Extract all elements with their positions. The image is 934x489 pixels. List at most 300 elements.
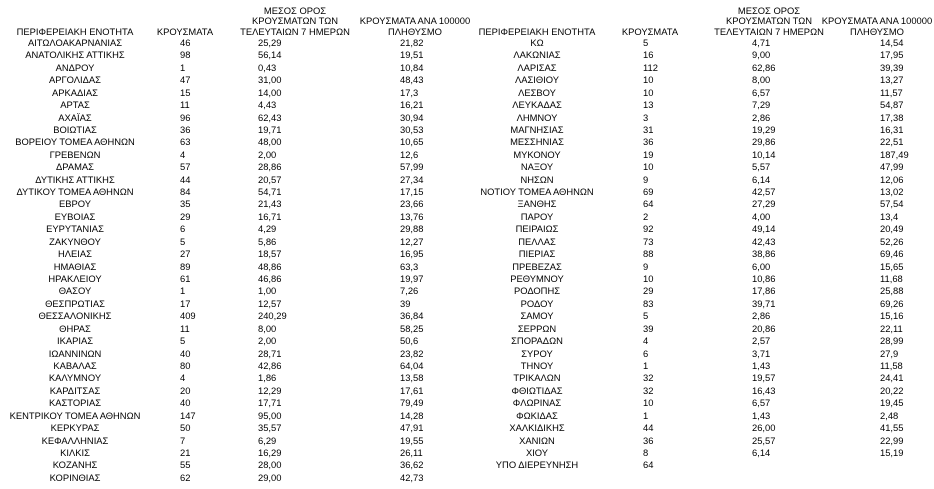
region-cell: ΒΟΙΩΤΙΑΣ <box>53 123 97 135</box>
region-cell: ΝΗΣΩΝ <box>520 173 554 185</box>
table-row <box>0 62 472 74</box>
cases-cell: 112 <box>643 61 658 73</box>
header-per100k: ΚΡΟΥΣΜΑΤΑ ΑΝΑ 100000 ΠΛΗΘΥΣΜΟ <box>821 15 933 37</box>
region-cell: ΞΑΝΘΗΣ <box>517 198 557 210</box>
avg7-cell: 5,86 <box>258 235 277 247</box>
table-row <box>472 49 934 61</box>
table-row <box>472 112 934 124</box>
region-cell: ΧΑΝΙΩΝ <box>519 434 555 446</box>
right-table-body <box>472 37 934 472</box>
per100k-cell: 23,66 <box>400 198 424 210</box>
region-cell: ΦΛΩΡΙΝΑΣ <box>512 397 562 409</box>
per100k-cell: 16,95 <box>400 248 424 260</box>
table-row <box>0 372 472 384</box>
cases-cell: 9 <box>643 173 649 185</box>
per100k-cell: 57,99 <box>400 161 424 173</box>
cases-cell: 16 <box>643 49 654 61</box>
region-cell: ΧΑΛΚΙΔΙΚΗΣ <box>509 422 565 434</box>
table-row <box>472 261 934 273</box>
region-cell: ΡΟΔΟΥ <box>520 297 554 309</box>
table-row <box>472 372 934 384</box>
cases-cell: 73 <box>643 235 654 247</box>
header-region: ΠΕΡΙΦΕΡΕΙΑΚΗ ΕΝΟΤΗΤΑ <box>16 25 134 37</box>
cases-cell: 147 <box>180 409 196 421</box>
avg7-cell: 18,57 <box>258 248 282 260</box>
cases-cell: 17 <box>180 297 191 309</box>
cases-cell: 47 <box>180 74 191 86</box>
avg7-cell: 42,57 <box>752 186 776 198</box>
per100k-cell: 17,38 <box>880 111 904 123</box>
per100k-cell: 2,48 <box>880 409 899 421</box>
region-cell: ΛΕΥΚΑΔΑΣ <box>512 99 562 111</box>
table-row <box>0 360 472 372</box>
cases-cell: 10 <box>643 273 654 285</box>
avg7-cell: 6,14 <box>752 173 771 185</box>
cases-cell: 35 <box>180 198 191 210</box>
per100k-cell: 19,97 <box>400 273 424 285</box>
avg7-cell: 20,57 <box>258 173 282 185</box>
avg7-cell: 6,29 <box>258 434 277 446</box>
avg7-cell: 2,00 <box>258 148 277 160</box>
table-row <box>472 360 934 372</box>
region-cell: ΦΩΚΙΔΑΣ <box>516 409 558 421</box>
avg7-cell: 2,57 <box>752 335 771 347</box>
table-row <box>472 397 934 409</box>
region-cell: ΤΗΝΟΥ <box>520 359 554 371</box>
cases-cell: 98 <box>180 49 191 61</box>
avg7-cell: 28,86 <box>258 161 282 173</box>
region-cell: ΤΡΙΚΑΛΩΝ <box>513 372 561 384</box>
region-cell: ΠΙΕΡΙΑΣ <box>518 248 556 260</box>
table-row <box>472 285 934 297</box>
cases-cell: 10 <box>643 86 654 98</box>
avg7-cell: 19,29 <box>752 123 776 135</box>
region-cell: ΜΑΓΝΗΣΙΑΣ <box>510 123 564 135</box>
per100k-cell: 41,55 <box>880 422 904 434</box>
avg7-cell: 29,00 <box>258 471 282 483</box>
table-row <box>0 435 472 447</box>
cases-cell: 55 <box>180 459 191 471</box>
avg7-cell: 42,86 <box>258 359 282 371</box>
region-cell: ΣΠΟΡΑΔΩΝ <box>511 335 563 347</box>
per100k-cell: 52,26 <box>880 235 904 247</box>
region-cell: ΠΑΡΟΥ <box>520 210 554 222</box>
table-row <box>0 410 472 422</box>
per100k-cell: 24,41 <box>880 372 904 384</box>
avg7-cell: 6,57 <box>752 397 771 409</box>
cases-cell: 69 <box>643 186 654 198</box>
cases-cell: 46 <box>180 37 191 48</box>
cases-cell: 89 <box>180 260 191 272</box>
cases-cell: 6 <box>180 223 186 235</box>
per100k-cell: 28,99 <box>880 335 904 347</box>
table-row <box>472 223 934 235</box>
avg7-cell: 0,43 <box>258 61 277 73</box>
per100k-cell: 15,16 <box>880 310 904 322</box>
table-row <box>0 124 472 136</box>
table-row <box>0 285 472 297</box>
per100k-cell: 16,21 <box>400 99 424 111</box>
table-row <box>472 459 934 471</box>
avg7-cell: 1,43 <box>752 409 771 421</box>
cases-cell: 36 <box>180 123 191 135</box>
per100k-cell: 187,49 <box>880 148 909 160</box>
region-cell: ΑΡΚΑΔΙΑΣ <box>52 86 98 98</box>
region-cell: ΚΟΡΙΝΘΙΑΣ <box>49 471 101 483</box>
cases-cell: 8 <box>643 446 649 458</box>
per100k-cell: 13,76 <box>400 210 424 222</box>
avg7-cell: 16,29 <box>258 446 282 458</box>
avg7-cell: 28,00 <box>258 459 282 471</box>
avg7-cell: 1,43 <box>752 359 771 371</box>
table-row <box>472 273 934 285</box>
avg7-cell: 4,29 <box>258 223 277 235</box>
region-cell: ΚΑΛΥΜΝΟΥ <box>48 372 102 384</box>
per100k-cell: 14,54 <box>880 37 904 48</box>
region-cell: ΗΜΑΘΙΑΣ <box>53 260 97 272</box>
region-cell: ΔΥΤΙΚΗΣ ΑΤΤΙΚΗΣ <box>35 173 115 185</box>
region-cell: ΡΟΔΟΠΗΣ <box>513 285 561 297</box>
per100k-cell: 13,02 <box>880 186 904 198</box>
region-cell: ΚΙΛΚΙΣ <box>60 446 90 458</box>
avg7-cell: 62,43 <box>258 111 282 123</box>
per100k-cell: 42,73 <box>400 471 424 483</box>
cases-cell: 36 <box>643 434 654 446</box>
cases-cell: 40 <box>180 347 191 359</box>
per100k-cell: 48,43 <box>400 74 424 86</box>
region-cell: ΠΕΙΡΑΙΩΣ <box>515 223 559 235</box>
region-cell: ΛΑΚΩΝΙΑΣ <box>513 49 561 61</box>
table-row <box>0 236 472 248</box>
table-row <box>0 136 472 148</box>
avg7-cell: 62,86 <box>752 61 776 73</box>
table-row <box>0 323 472 335</box>
cases-cell: 64 <box>643 198 654 210</box>
per100k-cell: 11,58 <box>880 359 903 371</box>
table-row <box>472 186 934 198</box>
header-cases: ΚΡΟΥΣΜΑΤΑ <box>156 25 214 37</box>
region-cell: ΑΡΓΟΛΙΔΑΣ <box>49 74 101 86</box>
per100k-cell: 69,26 <box>880 297 904 309</box>
cases-cell: 10 <box>643 74 654 86</box>
table-row <box>0 74 472 86</box>
table-row <box>472 323 934 335</box>
region-cell: ΦΘΙΩΤΙΔΑΣ <box>511 384 563 396</box>
avg7-cell: 10,86 <box>752 273 776 285</box>
per100k-cell: 69,46 <box>880 248 904 260</box>
table-row <box>472 385 934 397</box>
avg7-cell: 48,86 <box>258 260 282 272</box>
per100k-cell: 17,61 <box>400 384 424 396</box>
region-cell: ΝΟΤΙΟΥ ΤΟΜΕΑ ΑΘΗΝΩΝ <box>480 186 594 198</box>
table-row <box>0 261 472 273</box>
per100k-cell: 47,99 <box>880 161 904 173</box>
per100k-cell: 36,62 <box>400 459 424 471</box>
table-row <box>0 335 472 347</box>
cases-cell: 36 <box>643 136 654 148</box>
table-row <box>472 136 934 148</box>
table-row <box>472 62 934 74</box>
per100k-cell: 22,99 <box>880 434 904 446</box>
per100k-cell: 19,45 <box>880 397 904 409</box>
right-table <box>472 0 934 472</box>
table-row <box>0 422 472 434</box>
per100k-cell: 7,26 <box>400 285 419 297</box>
avg7-cell: 6,00 <box>752 260 771 272</box>
table-row <box>0 112 472 124</box>
table-row <box>0 310 472 322</box>
region-cell: ΘΕΣΠΡΩΤΙΑΣ <box>45 297 105 309</box>
per100k-cell: 19,55 <box>400 434 424 446</box>
region-cell: ΕΥΡΥΤΑΝΙΑΣ <box>46 223 104 235</box>
per100k-cell: 16,31 <box>880 123 904 135</box>
cases-cell: 62 <box>180 471 191 483</box>
region-cell: ΘΗΡΑΣ <box>59 322 91 334</box>
avg7-cell: 19,57 <box>752 372 776 384</box>
region-cell: ΚΕΦΑΛΛΗΝΙΑΣ <box>41 434 109 446</box>
per100k-cell: 23,82 <box>400 347 424 359</box>
cases-cell: 50 <box>180 422 191 434</box>
per100k-cell: 30,94 <box>400 111 424 123</box>
table-row <box>472 422 934 434</box>
per100k-cell: 20,49 <box>880 223 904 235</box>
avg7-cell: 10,14 <box>752 148 776 160</box>
cases-cell: 10 <box>643 161 654 173</box>
avg7-cell: 4,71 <box>752 37 771 48</box>
table-row <box>0 211 472 223</box>
per100k-cell: 10,84 <box>400 61 424 73</box>
avg7-cell: 4,43 <box>258 99 277 111</box>
table-row <box>0 174 472 186</box>
avg7-cell: 12,29 <box>258 384 282 396</box>
cases-cell: 83 <box>643 297 654 309</box>
table-row <box>0 273 472 285</box>
avg7-cell: 4,00 <box>752 210 771 222</box>
table-row <box>472 149 934 161</box>
avg7-cell: 19,71 <box>258 123 282 135</box>
cases-cell: 27 <box>180 248 191 260</box>
table-row <box>0 447 472 459</box>
cases-cell: 64 <box>643 459 654 471</box>
cases-cell: 11 <box>180 99 190 111</box>
region-cell: ΠΡΕΒΕΖΑΣ <box>512 260 562 272</box>
table-row <box>472 87 934 99</box>
cases-cell: 40 <box>180 397 191 409</box>
per100k-cell: 39,39 <box>880 61 904 73</box>
avg7-cell: 25,57 <box>752 434 776 446</box>
region-cell: ΑΡΤΑΣ <box>60 99 90 111</box>
cases-cell: 32 <box>643 384 654 396</box>
avg7-cell: 27,29 <box>752 198 776 210</box>
cases-cell: 3 <box>643 111 649 123</box>
avg7-cell: 48,00 <box>258 136 282 148</box>
table-row <box>472 211 934 223</box>
right-table-header <box>472 0 934 37</box>
region-cell: ΔΡΑΜΑΣ <box>56 161 94 173</box>
per100k-cell: 17,3 <box>400 86 419 98</box>
avg7-cell: 12,57 <box>258 297 282 309</box>
avg7-cell: 42,43 <box>752 235 776 247</box>
avg7-cell: 8,00 <box>752 74 771 86</box>
table-row <box>0 459 472 471</box>
per100k-cell: 54,87 <box>880 99 904 111</box>
table-row <box>472 99 934 111</box>
avg7-cell: 35,57 <box>258 422 282 434</box>
cases-cell: 84 <box>180 186 191 198</box>
cases-cell: 20 <box>180 384 191 396</box>
header-avg7: ΜΕΣΟΣ ΟΡΟΣ ΚΡΟΥΣΜΑΤΩΝ ΤΩΝ ΤΕΛΕΥΤΑΙΩΝ 7 ΗΜΕΡΩΝ <box>240 4 350 37</box>
cases-cell: 57 <box>180 161 191 173</box>
avg7-cell: 26,00 <box>752 422 776 434</box>
avg7-cell: 240,29 <box>258 310 287 322</box>
cases-cell: 63 <box>180 136 191 148</box>
per100k-cell: 30,53 <box>400 123 424 135</box>
left-table-header <box>0 0 472 37</box>
table-row <box>472 435 934 447</box>
table-row <box>472 298 934 310</box>
per100k-cell: 11,57 <box>880 86 903 98</box>
avg7-cell: 21,43 <box>258 198 282 210</box>
table-row <box>472 161 934 173</box>
per100k-cell: 17,95 <box>880 49 904 61</box>
per100k-cell: 12,06 <box>880 173 904 185</box>
per100k-cell: 26,11 <box>400 446 423 458</box>
cases-cell: 7 <box>180 434 186 446</box>
cases-cell: 29 <box>643 285 654 297</box>
per100k-cell: 12,6 <box>400 148 419 160</box>
table-row <box>0 149 472 161</box>
avg7-cell: 5,57 <box>752 161 771 173</box>
cases-cell: 6 <box>643 347 649 359</box>
per100k-cell: 13,4 <box>880 210 899 222</box>
cases-cell: 61 <box>180 273 191 285</box>
cases-cell: 2 <box>643 210 649 222</box>
table-row <box>472 124 934 136</box>
table-row <box>0 161 472 173</box>
avg7-cell: 14,00 <box>258 86 282 98</box>
avg7-cell: 49,14 <box>752 223 776 235</box>
region-cell: ΑΙΤΩΛΟΑΚΑΡΝΑΝΙΑΣ <box>27 37 123 48</box>
avg7-cell: 56,14 <box>258 49 282 61</box>
region-cell: ΝΑΞΟΥ <box>520 161 554 173</box>
region-cell: ΓΡΕΒΕΝΩΝ <box>49 148 101 160</box>
region-cell: ΒΟΡΕΙΟΥ ΤΟΜΕΑ ΑΘΗΝΩΝ <box>15 136 135 148</box>
per100k-cell: 25,88 <box>880 285 904 297</box>
table-row <box>472 310 934 322</box>
table-row <box>0 248 472 260</box>
region-cell: ΘΕΣΣΑΛΟΝΙΚΗΣ <box>38 310 112 322</box>
per100k-cell: 64,04 <box>400 359 424 371</box>
cases-cell: 1 <box>643 409 649 421</box>
cases-cell: 44 <box>180 173 191 185</box>
region-cell: ΗΛΕΙΑΣ <box>58 248 92 260</box>
per100k-cell: 13,58 <box>400 372 424 384</box>
table-row <box>0 397 472 409</box>
region-cell: ΚΟΖΑΝΗΣ <box>52 459 98 471</box>
region-cell: ΑΧΑΪΑΣ <box>58 111 92 123</box>
per100k-cell: 15,65 <box>880 260 904 272</box>
table-row <box>472 236 934 248</box>
cases-cell: 5 <box>643 37 649 48</box>
avg7-cell: 2,86 <box>752 111 771 123</box>
avg7-cell: 6,57 <box>752 86 771 98</box>
avg7-cell: 17,86 <box>752 285 776 297</box>
per100k-cell: 20,22 <box>880 384 904 396</box>
region-cell: ΥΠΟ ΔΙΕΡΕΥΝΗΣΗ <box>495 459 579 471</box>
region-cell: ΙΩΑΝΝΙΝΩΝ <box>48 347 102 359</box>
table-row <box>472 74 934 86</box>
avg7-cell: 54,71 <box>258 186 282 198</box>
table-row <box>472 335 934 347</box>
per100k-cell: 39 <box>400 297 411 309</box>
avg7-cell: 2,86 <box>752 310 771 322</box>
per100k-cell: 12,27 <box>400 235 424 247</box>
table-row <box>472 348 934 360</box>
cases-cell: 11 <box>180 322 190 334</box>
per100k-cell: 15,19 <box>880 446 904 458</box>
region-cell: ΑΝΑΤΟΛΙΚΗΣ ΑΤΤΙΚΗΣ <box>25 49 125 61</box>
table-row <box>0 49 472 61</box>
cases-cell: 31 <box>643 123 654 135</box>
cases-cell: 9 <box>643 260 649 272</box>
region-cell: ΗΡΑΚΛΕΙΟΥ <box>48 273 102 285</box>
region-cell: ΛΗΜΝΟΥ <box>516 111 558 123</box>
per100k-cell: 36,84 <box>400 310 424 322</box>
cases-cell: 88 <box>643 248 654 260</box>
avg7-cell: 1,00 <box>258 285 277 297</box>
per100k-cell: 21,82 <box>400 37 424 48</box>
table-row <box>0 223 472 235</box>
header-avg7: ΜΕΣΟΣ ΟΡΟΣ ΚΡΟΥΣΜΑΤΩΝ ΤΩΝ ΤΕΛΕΥΤΑΙΩΝ 7 ΗΜΕΡΩΝ <box>714 4 824 37</box>
avg7-cell: 3,71 <box>752 347 771 359</box>
avg7-cell: 39,71 <box>752 297 776 309</box>
per100k-cell: 14,28 <box>400 409 424 421</box>
region-cell: ΖΑΚΥΝΘΟΥ <box>49 235 101 247</box>
avg7-cell: 9,00 <box>752 49 771 61</box>
avg7-cell: 2,00 <box>258 335 277 347</box>
per100k-cell: 29,88 <box>400 223 424 235</box>
per100k-cell: 19,51 <box>400 49 424 61</box>
cases-cell: 80 <box>180 359 191 371</box>
avg7-cell: 16,43 <box>752 384 776 396</box>
per100k-cell: 10,65 <box>400 136 424 148</box>
avg7-cell: 20,86 <box>752 322 776 334</box>
cases-cell: 5 <box>180 335 186 347</box>
avg7-cell: 31,00 <box>258 74 282 86</box>
table-row <box>472 248 934 260</box>
per100k-cell: 57,54 <box>880 198 904 210</box>
region-cell: ΕΒΡΟΥ <box>58 198 91 210</box>
per100k-cell: 22,11 <box>880 322 903 334</box>
avg7-cell: 8,00 <box>258 322 277 334</box>
cases-cell: 409 <box>180 310 196 322</box>
per100k-cell: 79,49 <box>400 397 424 409</box>
region-cell: ΣΥΡΟΥ <box>521 347 553 359</box>
region-cell: ΛΑΡΙΣΑΣ <box>517 61 557 73</box>
avg7-cell: 95,00 <box>258 409 282 421</box>
avg7-cell: 16,71 <box>258 210 282 222</box>
region-cell: ΡΕΘΥΜΝΟΥ <box>510 273 564 285</box>
per100k-cell: 27,9 <box>880 347 899 359</box>
region-cell: ΚΕΝΤΡΙΚΟΥ ΤΟΜΕΑ ΑΘΗΝΩΝ <box>9 409 141 421</box>
table-row <box>472 174 934 186</box>
table-row <box>0 99 472 111</box>
region-cell: ΚΑΡΔΙΤΣΑΣ <box>49 384 101 396</box>
table-row <box>0 37 472 49</box>
per100k-cell: 47,91 <box>400 422 424 434</box>
avg7-cell: 1,86 <box>258 372 277 384</box>
region-cell: ΛΕΣΒΟΥ <box>518 86 556 98</box>
